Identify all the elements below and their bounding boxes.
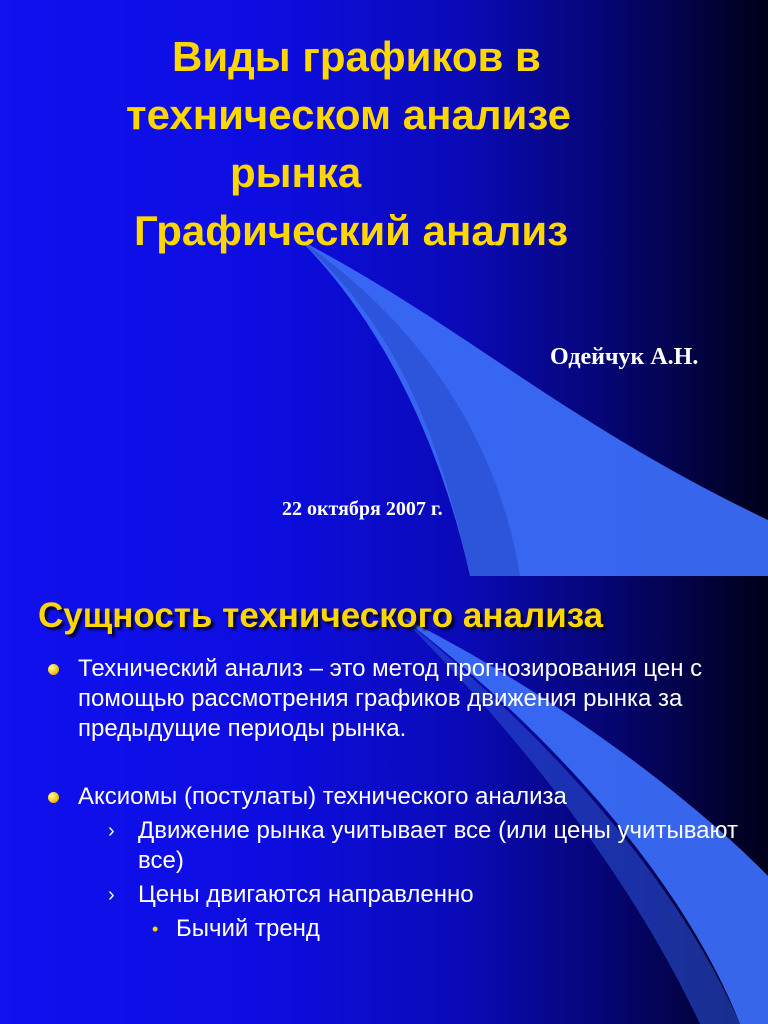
title-line: Виды графиков в: [172, 33, 541, 80]
chevron-right-icon: ›: [108, 884, 115, 906]
sub-list-item: [108, 880, 740, 910]
bullet-text: Технический анализ – это метод прогнозирования цен с помощью рассмотрения графиков движения рынка за предыдущие периоды рынка.: [78, 655, 703, 742]
sub-list-item: [108, 816, 740, 876]
sphere-bullet-icon: [48, 664, 59, 675]
sub-sub-list-item: [146, 914, 740, 944]
sub-sub-bullet-text: Бычий тренд: [176, 915, 320, 942]
title-line: рынка: [230, 149, 362, 196]
content-slide: [0, 576, 768, 1024]
slide-title: [110, 28, 710, 260]
sub-bullet-text: Движение рынка учитывает все (или цены учитывают все): [138, 817, 738, 874]
list-item: [40, 654, 740, 744]
dot-bullet-icon: •: [152, 919, 159, 939]
title-line: Графический анализ: [134, 207, 569, 254]
chevron-right-icon: ›: [108, 820, 115, 842]
list-item: [40, 782, 740, 812]
author-name: Одейчук А.Н.: [550, 344, 699, 370]
slide-title: Сущность технического анализа: [38, 596, 604, 635]
bullet-text: Аксиомы (постулаты) технического анализа: [78, 783, 567, 810]
presentation-date: 22 октября 2007 г.: [282, 498, 443, 520]
bullet-list: [40, 654, 740, 944]
title-line: техническом анализе: [126, 91, 572, 138]
sub-bullet-text: Цены двигаются направленно: [138, 881, 474, 908]
sphere-bullet-icon: [48, 792, 59, 803]
